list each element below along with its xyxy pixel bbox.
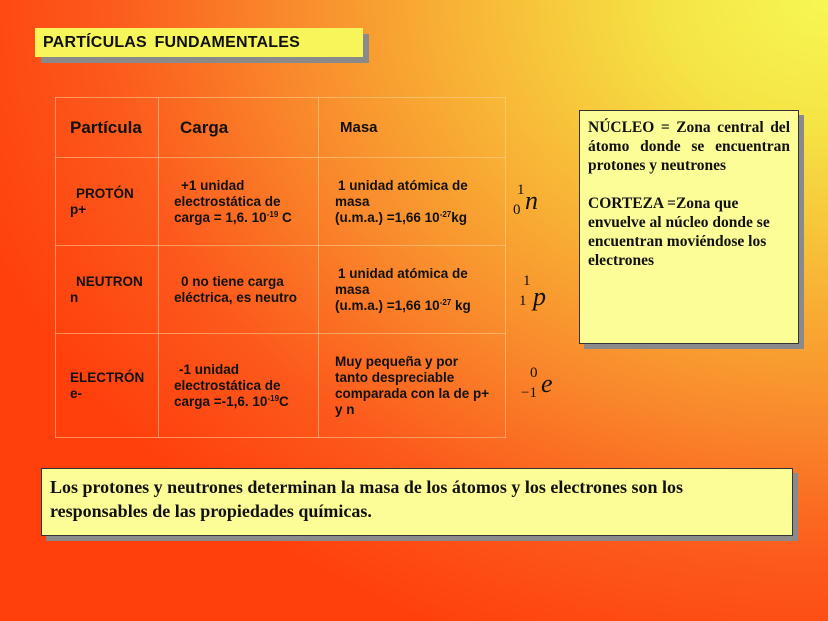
cell-particle: PROTÓN p+ [56,158,159,246]
cell-charge: -1 unidad electrostática de carga =-1,6. $10^{-19}C$ [159,334,319,438]
cell-mass: Muy pequeña y por tanto despreciable comparada con la de p+ y n [319,334,506,438]
header-carga: Carga [159,98,319,158]
particles-table [55,97,506,438]
cell-mass: 1 unidad atómica de masa (u.m.a.) =1,66 $10^{-27}$ kg [319,246,506,334]
corteza-definition: CORTEZA =Zona que envuelve al núcleo donde se encuentran moviéndose los electrones [588,195,770,269]
cell-mass: 1 unidad atómica de masa (u.m.a.) =1,66 $10^{-27}kg$ [319,158,506,246]
cell-charge: 0 no tiene carga eléctrica, es neutro [159,246,319,334]
cell-particle: NEUTRON n [56,246,159,334]
table-row-electron [56,334,506,438]
header-masa: Masa [319,98,506,158]
neutron-symbol: 1 0 n [513,182,538,218]
proton-symbol: 1 1 p [519,273,546,311]
cell-particle: ELECTRÓN e- [56,334,159,438]
nucleo-definition: NÚCLEO = Zona central del átomo donde se encuentran protones y neutrones [588,119,790,174]
page-title: PARTÍCULAS FUNDAMENTALES [43,34,300,51]
summary-text: Los protones y neutrones determinan la masa de los átomos y los electrones son los responsables de las propiedades químicas. [50,477,684,521]
title-banner [35,28,363,57]
electron-symbol: 0 −1 e [521,365,553,401]
header-particula: Partícula [56,98,159,158]
table-row-proton [56,158,506,246]
cell-charge: +1 unidad electrostática de carga = 1,6. $10^{-19}$ C [159,158,319,246]
table-row-neutron [56,246,506,334]
definitions-box [579,110,799,344]
summary-note [41,468,793,536]
table-header-row [56,98,506,158]
